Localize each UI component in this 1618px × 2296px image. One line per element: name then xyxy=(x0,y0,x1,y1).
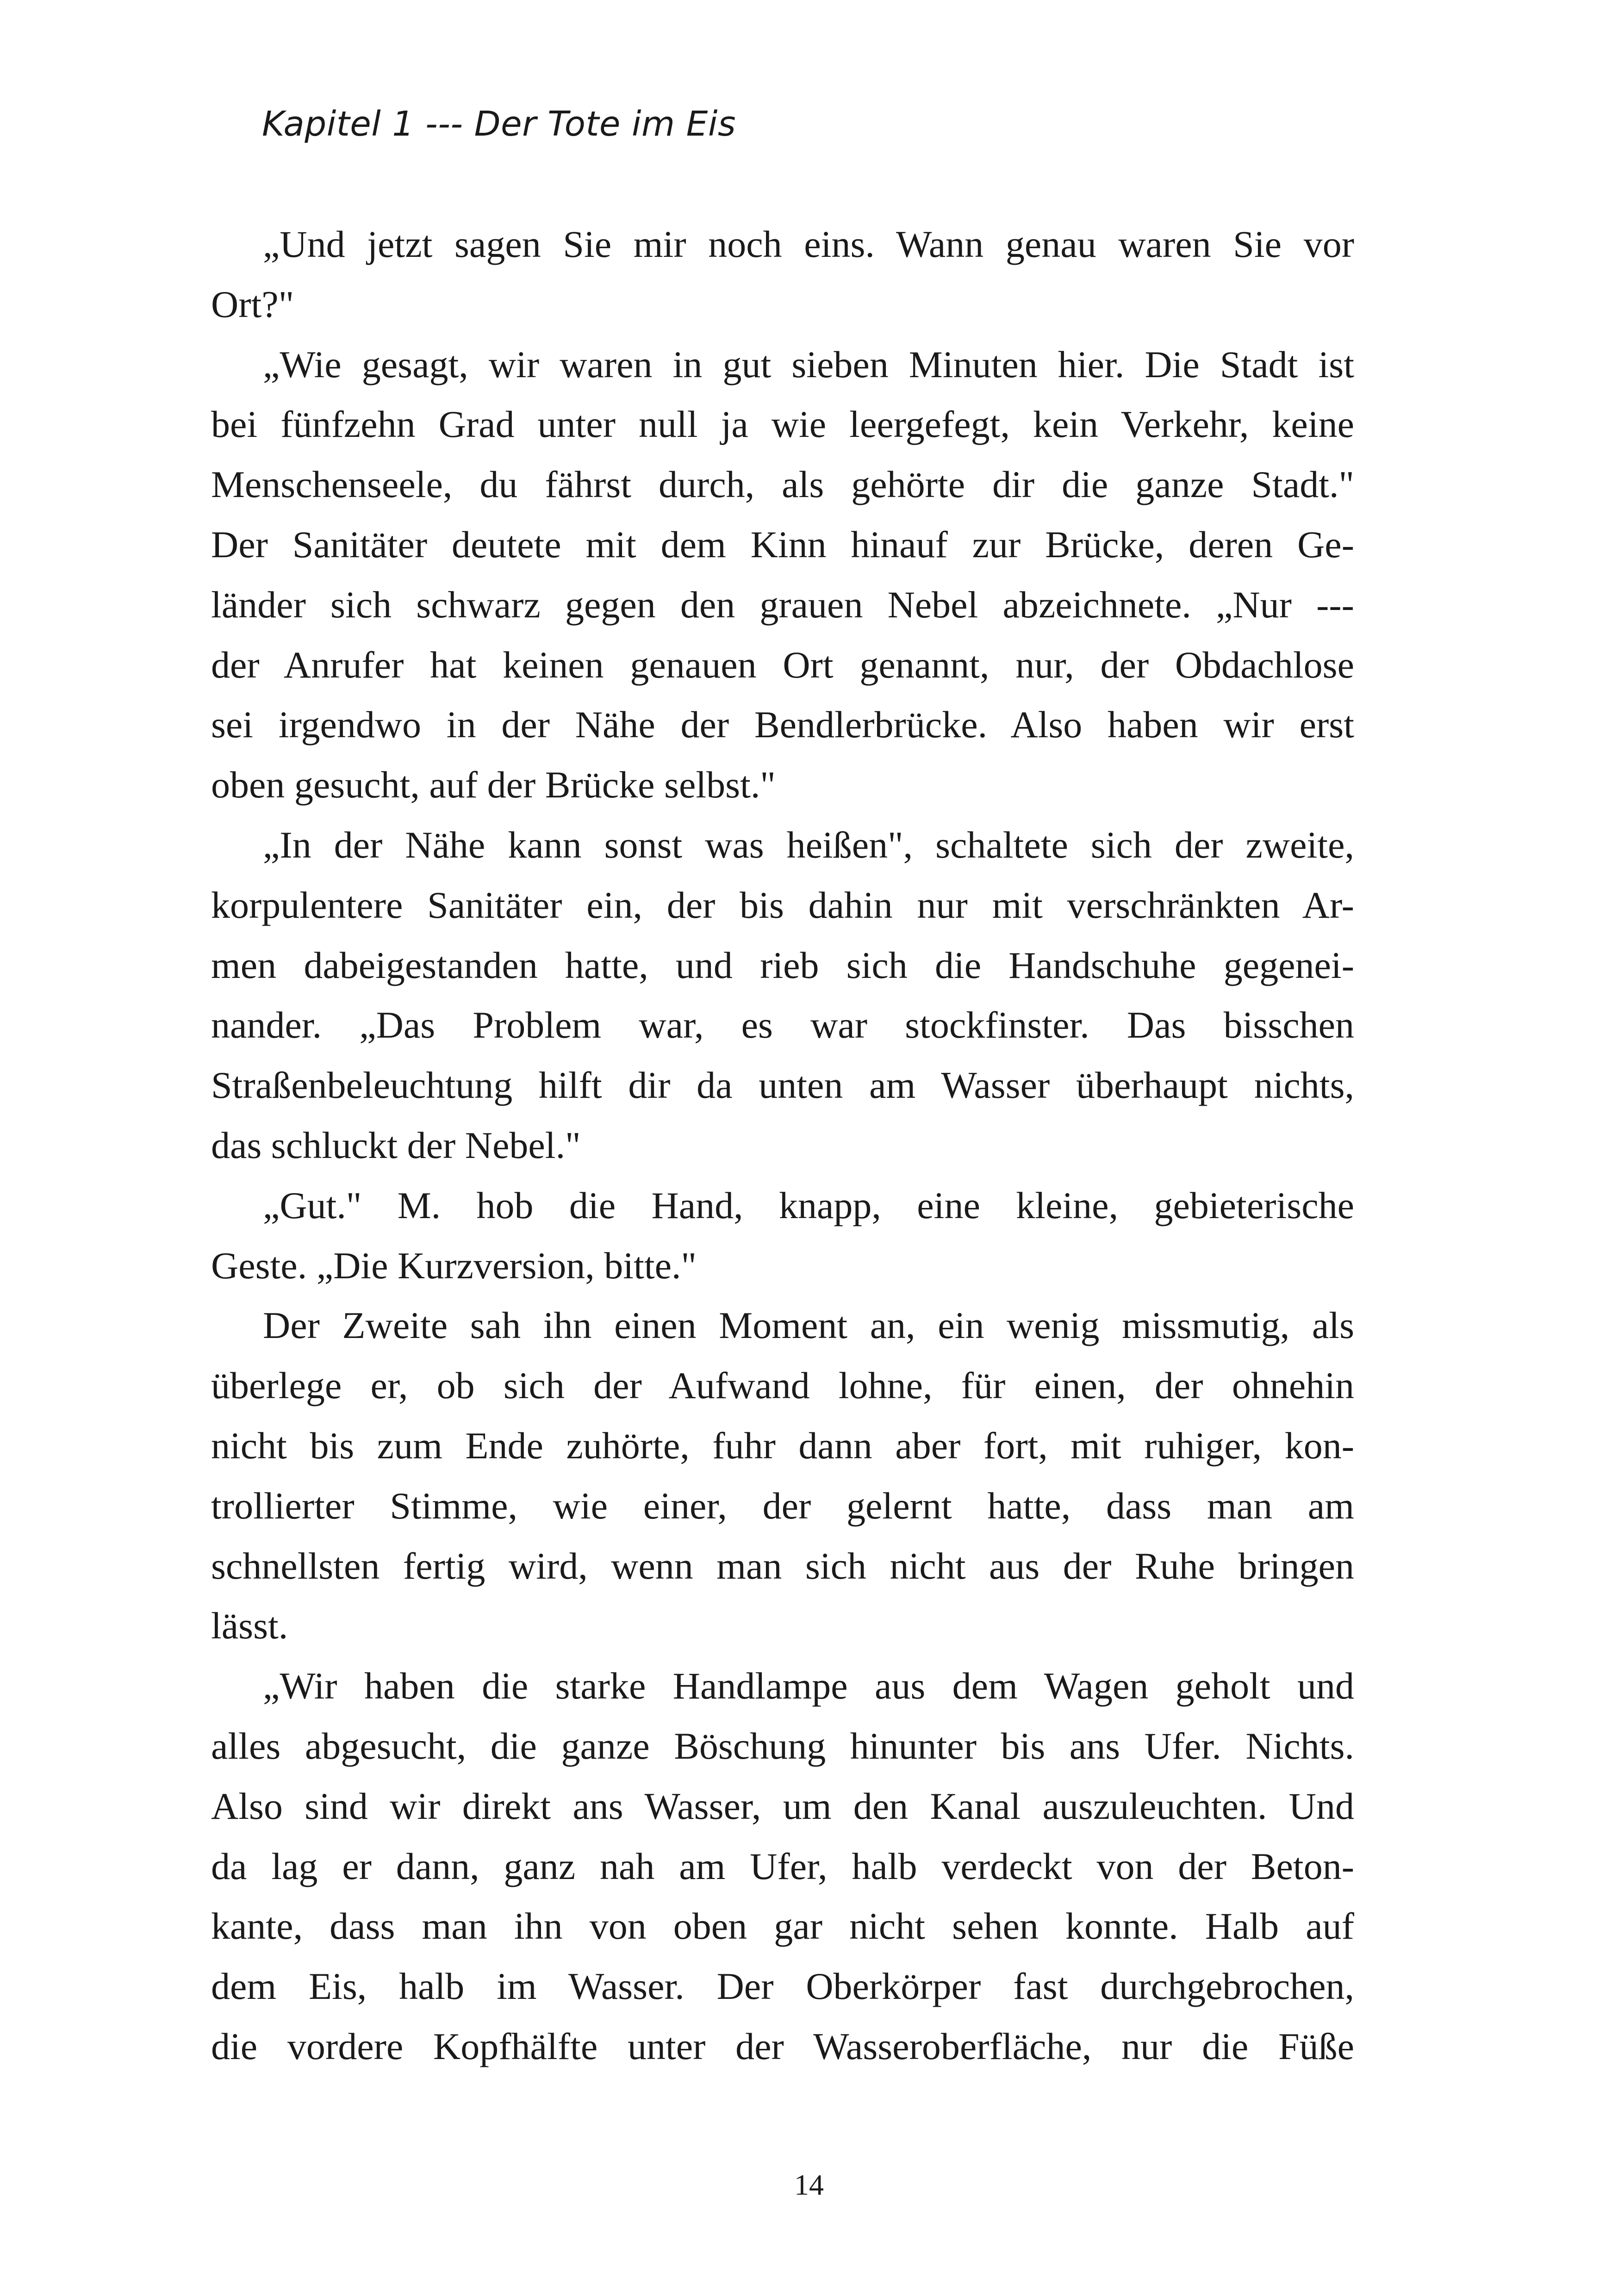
text-line: da lag er dann, ganz nah am Ufer, halb verdeckt von der Beton- xyxy=(211,1845,1354,1887)
page-number: 14 xyxy=(794,2168,824,2201)
text-line: „Wir haben die starke Handlampe aus dem Wagen geholt und xyxy=(263,1665,1354,1707)
paragraph xyxy=(211,1295,1354,1656)
text-line: oben gesucht, auf der Brücke selbst." xyxy=(211,764,776,806)
text-line: die vordere Kopfhälfte unter der Wasseroberfläche, nur die Füße xyxy=(211,2025,1354,2067)
paragraph xyxy=(211,1656,1354,2077)
text-line: Also sind wir direkt ans Wasser, um den Kanal auszuleuchten. Und xyxy=(211,1785,1354,1827)
text-line: „Gut." M. hob die Hand, knapp, eine kleine, gebieterische xyxy=(263,1184,1354,1226)
text-line: länder sich schwarz gegen den grauen Nebel abzeichnete. „Nur --- xyxy=(211,583,1354,626)
text-line: schnellsten fertig wird, wenn man sich nicht aus der Ruhe bringen xyxy=(211,1544,1354,1587)
text-line: sei irgendwo in der Nähe der Bendlerbrücke. Also haben wir erst xyxy=(211,703,1354,746)
paragraph xyxy=(211,335,1354,815)
text-line: Der Sanitäter deutete mit dem Kinn hinauf zur Brücke, deren Ge- xyxy=(211,523,1354,566)
text-line: „In der Nähe kann sonst was heißen", schaltete sich der zweite, xyxy=(263,823,1354,866)
text-line: Geste. „Die Kurzversion, bitte." xyxy=(211,1244,697,1287)
text-line: lässt. xyxy=(211,1605,288,1647)
text-line: der Anrufer hat keinen genauen Ort genannt, nur, der Obdachlose xyxy=(211,643,1354,686)
text-line: Ort?" xyxy=(211,283,294,325)
text-line: „Und jetzt sagen Sie mir noch eins. Wann genau waren Sie vor xyxy=(263,223,1354,265)
text-line: trollierter Stimme, wie einer, der gelernt hatte, dass man am xyxy=(211,1484,1354,1527)
text-line: Straßenbeleuchtung hilft dir da unten am Wasser überhaupt nichts, xyxy=(211,1064,1354,1107)
body-text xyxy=(211,214,1354,2077)
paragraph xyxy=(211,214,1354,335)
text-line: bei fünfzehn Grad unter null ja wie leergefegt, kein Verkehr, keine xyxy=(211,403,1354,446)
paragraph xyxy=(211,815,1354,1176)
paragraph xyxy=(211,1176,1354,1296)
text-line: korpulentere Sanitäter ein, der bis dahin nur mit verschränkten Ar- xyxy=(211,884,1354,926)
text-line: das schluckt der Nebel." xyxy=(211,1124,581,1166)
text-line: men dabeigestanden hatte, und rieb sich die Handschuhe gegenei- xyxy=(211,944,1354,986)
text-line: nander. „Das Problem war, es war stockfinster. Das bisschen xyxy=(211,1004,1354,1046)
running-header: Kapitel 1 --- Der Tote im Eis xyxy=(262,104,736,144)
text-line: „Wie gesagt, wir waren in gut sieben Minuten hier. Die Stadt ist xyxy=(263,343,1354,386)
text-line: überlege er, ob sich der Aufwand lohne, für einen, der ohnehin xyxy=(211,1364,1354,1407)
text-line: alles abgesucht, die ganze Böschung hinunter bis ans Ufer. Nichts. xyxy=(211,1724,1354,1767)
text-line: Der Zweite sah ihn einen Moment an, ein wenig missmutig, als xyxy=(263,1304,1354,1347)
text-line: kante, dass man ihn von oben gar nicht sehen konnte. Halb auf xyxy=(211,1905,1354,1948)
text-line: Menschenseele, du fährst durch, als gehörte dir die ganze Stadt." xyxy=(211,463,1354,506)
text-line: dem Eis, halb im Wasser. Der Oberkörper fast durchgebrochen, xyxy=(211,1965,1354,2008)
text-line: nicht bis zum Ende zuhörte, fuhr dann aber fort, mit ruhiger, kon- xyxy=(211,1424,1354,1467)
